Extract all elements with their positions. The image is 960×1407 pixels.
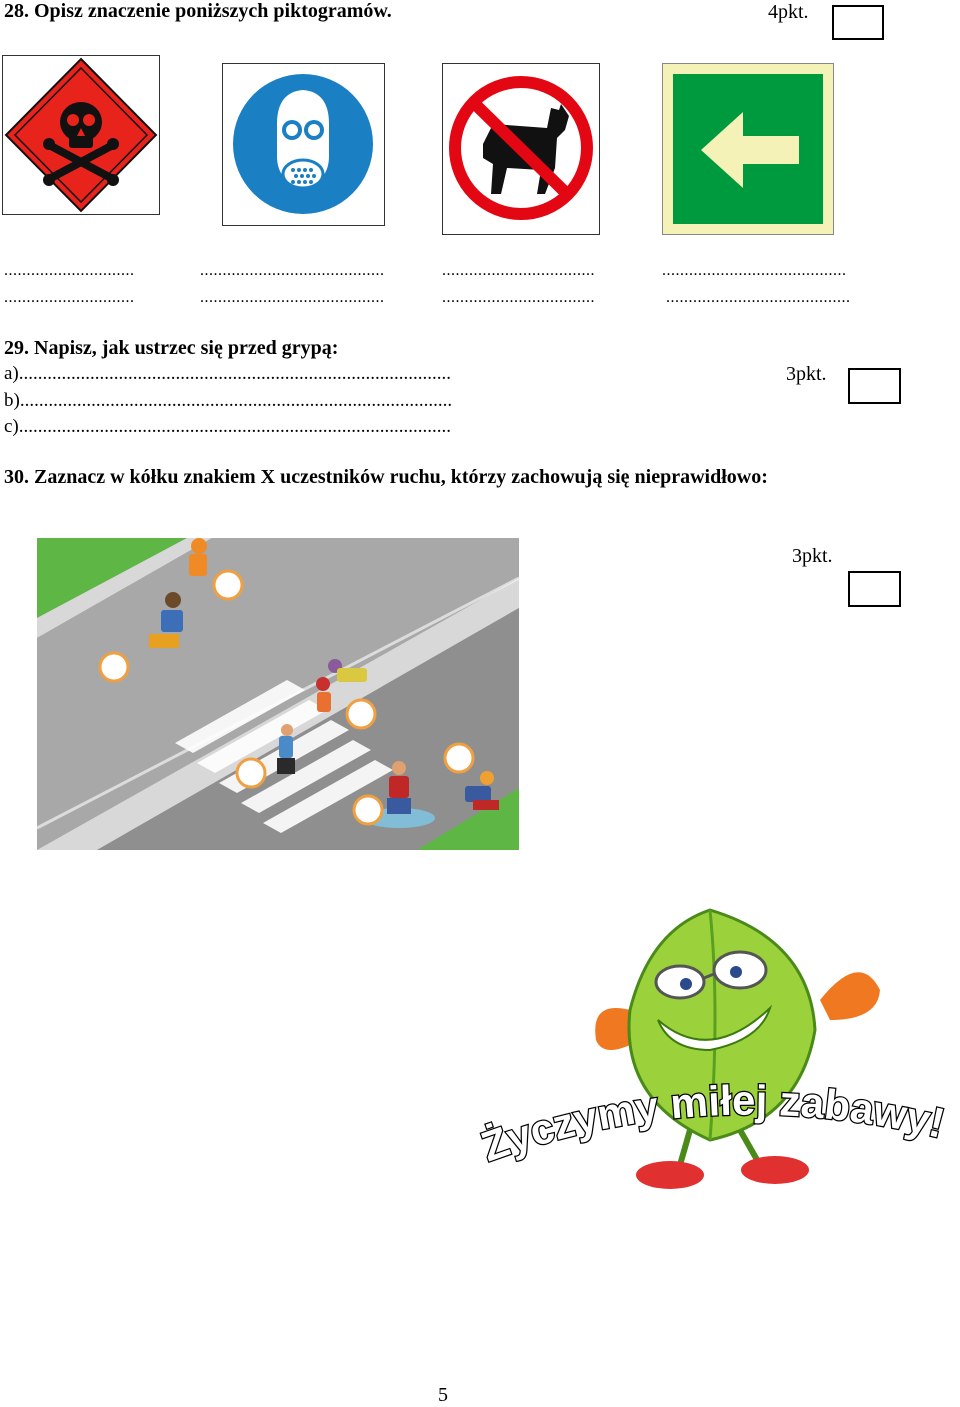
q28-answer-4b[interactable]: ......................................... — [666, 289, 851, 306]
road-crossing-scene-icon — [37, 538, 519, 850]
q28-answer-2a[interactable]: ......................................... — [200, 262, 385, 279]
q29-points: 3pkt. — [786, 363, 827, 385]
q28-answer-3a[interactable]: .................................. — [442, 262, 595, 279]
pictogram-toxic — [2, 55, 160, 215]
q28-answer-1a[interactable]: ............................. — [4, 262, 135, 279]
q30-score-box[interactable] — [848, 571, 901, 607]
pictogram-exit-arrow — [662, 63, 834, 235]
pictogram-no-dogs — [442, 63, 600, 235]
q28-answer-3b[interactable]: .................................. — [442, 289, 595, 306]
q29-score-box[interactable] — [848, 368, 901, 404]
q28-score-box[interactable] — [832, 5, 884, 40]
q28-title: 28. Opisz znaczenie poniższych piktogramów. — [4, 0, 392, 22]
q28-answer-1b[interactable]: ............................. — [4, 289, 135, 306]
q28-answer-2b[interactable]: ......................................... — [200, 289, 385, 306]
q30-title: 30. Zaznacz w kółku znakiem X uczestników ruchu, którzy zachowują się nieprawidłowo: — [4, 466, 768, 488]
street-illustration — [37, 538, 519, 850]
q28-points: 4pkt. — [768, 1, 809, 23]
mascot-slogan — [470, 1070, 960, 1180]
svg-text:Życzymy miłej zabawy! — [475, 1077, 949, 1171]
q29-title: 29. Napisz, jak ustrzec się przed grypą: — [4, 337, 339, 359]
emergency-exit-arrow-left-icon — [663, 64, 833, 234]
q30-points: 3pkt. — [792, 545, 833, 567]
q28-answer-4a[interactable]: ......................................... — [662, 262, 847, 279]
slogan-text: Życzymy miłej zabawy! — [475, 1076, 950, 1171]
page-number: 5 — [438, 1384, 448, 1406]
toxic-skull-crossbones-icon — [3, 56, 159, 214]
pictogram-gas-mask — [222, 63, 385, 226]
q29-answer-a[interactable]: a)........................................................................................... — [4, 363, 452, 384]
q29-answer-c[interactable]: c)........................................................................................... — [4, 416, 452, 437]
gas-mask-required-icon — [223, 64, 384, 225]
no-dogs-icon — [443, 64, 599, 234]
q29-answer-b[interactable]: b)........................................................................................... — [4, 390, 453, 411]
